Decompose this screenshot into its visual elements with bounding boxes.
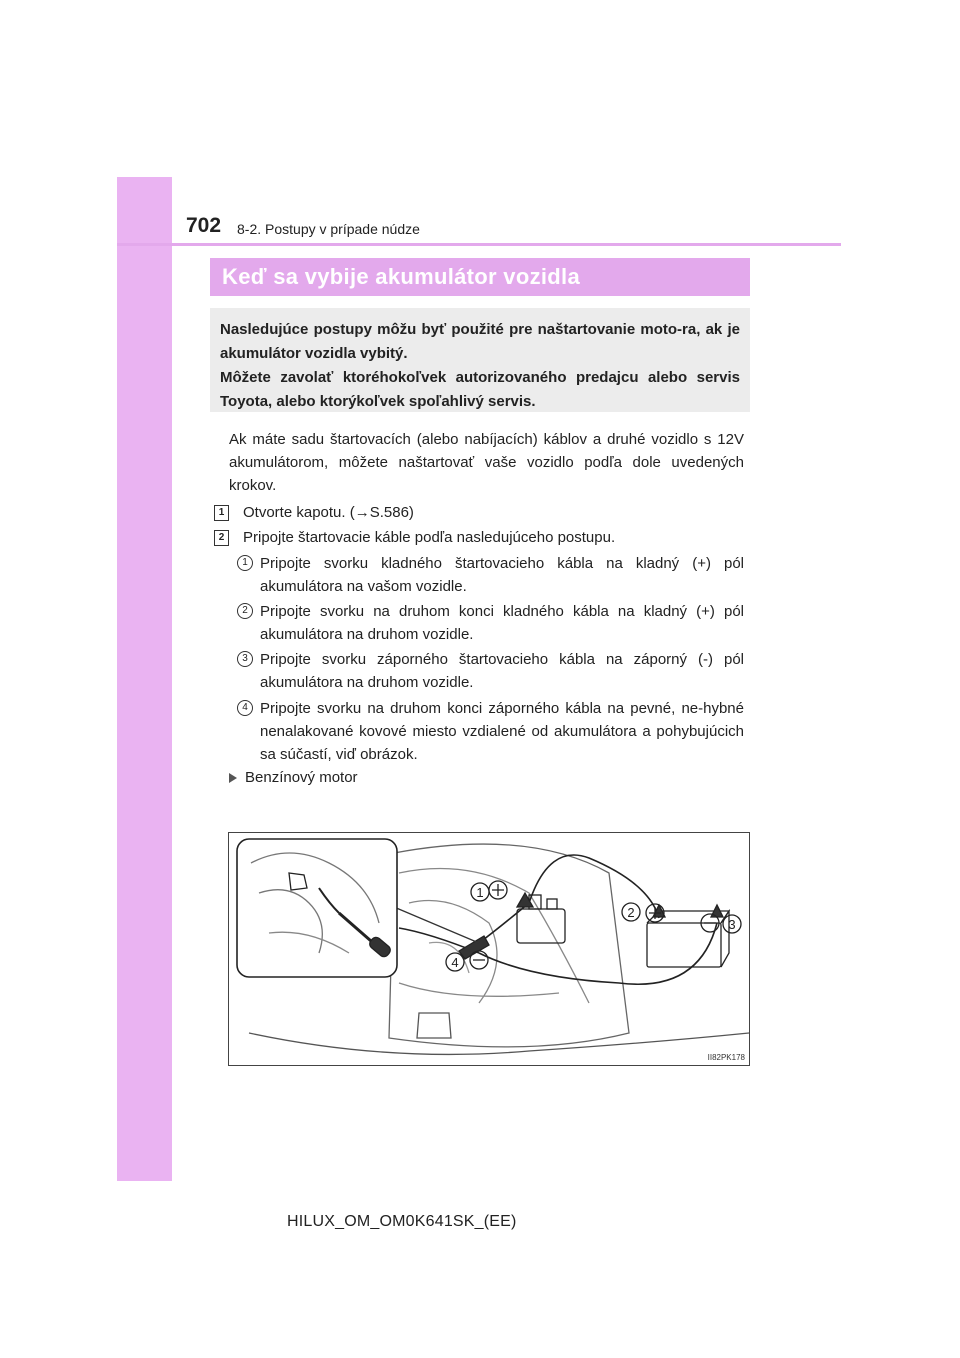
chapter-tab — [117, 177, 172, 1181]
substep-number: 2 — [237, 603, 253, 619]
figure-label-4: 4 — [451, 955, 459, 970]
bullet-item — [229, 767, 358, 789]
footer-document-code: HILUX_OM_OM0K641SK_(EE) — [287, 1213, 517, 1230]
page-title: Keď sa vybije akumulátor vozidla — [210, 258, 750, 296]
step-text: Otvorte kapotu. (→S.586) — [243, 504, 414, 521]
substep-1 — [237, 552, 744, 598]
substep-2 — [237, 600, 744, 646]
substep-number: 4 — [237, 700, 253, 716]
figure-label-3: 3 — [728, 917, 736, 932]
substep-number: 3 — [237, 651, 253, 667]
intro-line-1: Nasledujúce postupy môžu byť použité pre naštartovanie moto-ra, ak je akumulátor vozidla vybitý. — [220, 321, 740, 362]
step-number: 1 — [214, 505, 229, 521]
figure-label-1: 1 — [476, 885, 484, 900]
intro-line-2: Môžete zavolať ktoréhokoľvek autorizovaného predajcu alebo servis Toyota, alebo ktorýkoľvek spoľahlivý servis. — [220, 369, 740, 410]
intro-box — [210, 308, 750, 412]
body-paragraph: Ak máte sadu štartovacích (alebo nabíjacích) káblov a druhé vozidlo s 12V akumulátorom, môžete naštartovať vaše vozidlo podľa dole uvedených krokov. — [229, 431, 744, 494]
substep-text: Pripojte svorku záporného štartovacieho kábla na záporný (-) pól akumulátora na druhom vozidle. — [260, 651, 744, 691]
step-text: Pripojte štartovacie káble podľa nasledujúceho postupu. — [243, 529, 616, 546]
section-title: 8-2. Postupy v prípade núdze — [237, 221, 420, 237]
substep-text: Pripojte svorku na druhom konci kladného kábla na kladný (+) pól akumulátora na druhom vozidle. — [260, 603, 744, 643]
jump-start-diagram — [229, 833, 749, 1065]
figure-label-2: 2 — [627, 905, 635, 920]
page-number: 702 — [186, 214, 222, 237]
substep-text: Pripojte svorku kladného štartovacieho kábla na kladný (+) pól akumulátora na vašom vozidle. — [260, 555, 744, 595]
substep-4 — [237, 697, 744, 766]
header-divider — [117, 243, 841, 246]
bullet-text: Benzínový motor — [245, 769, 358, 786]
triangle-bullet-icon — [229, 773, 237, 783]
figure-code: II82PK178 — [707, 1053, 745, 1062]
step-number: 2 — [214, 530, 229, 546]
substep-number: 1 — [237, 555, 253, 571]
substep-3 — [237, 648, 744, 694]
engine-illustration — [228, 832, 750, 1066]
substep-text: Pripojte svorku na druhom konci záporného kábla na pevné, ne-hybné nenalakované kovové miesto vzdialené od akumulátora a pohybujúcich sa súčastí, viď obrázok. — [260, 700, 744, 763]
